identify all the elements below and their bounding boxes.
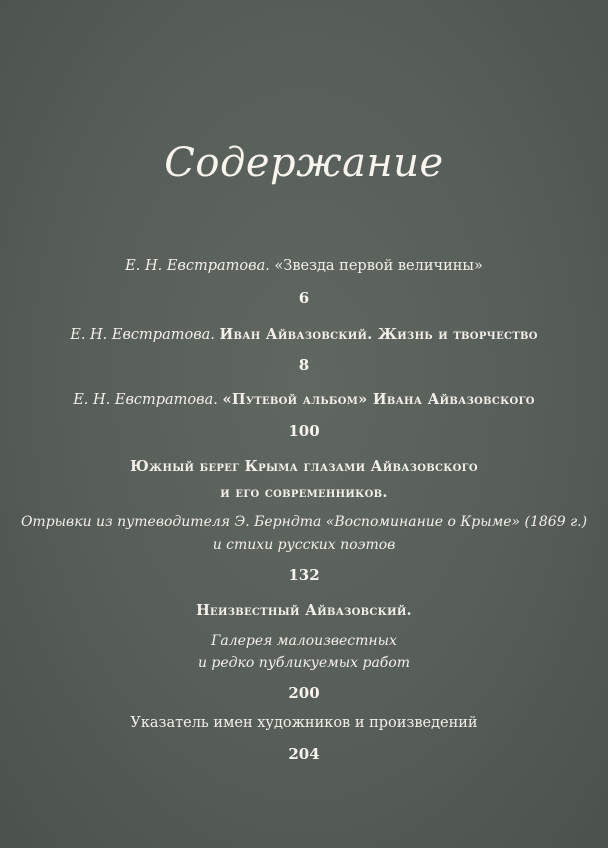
toc-entry-4-desc-cont: и стихи русских поэтов: [212, 537, 396, 553]
toc-entry-work: «Звезда первой величины»: [274, 258, 483, 274]
toc-entry-4-desc: Отрывки из путеводителя Э. Берндта «Воспоминание о Крыме» (1869 г.): [20, 514, 588, 530]
toc-entry-4-heading-cont: и его современников.: [220, 484, 388, 501]
toc-entry-6: Указатель имен художников и произведений: [130, 715, 478, 731]
toc-entry-work: «Путевой альбом» Ивана Айвазовского: [222, 391, 535, 408]
toc-entry-5-desc: Галерея малоизвестных: [211, 633, 397, 649]
toc-page-number: 200: [288, 684, 320, 702]
toc-entry-author: Е. Н. Евстратова.: [125, 258, 270, 274]
toc-page-number: 6: [298, 289, 310, 307]
toc-entry-1: [0, 258, 608, 274]
toc-entry-author: Е. Н. Евстратова.: [70, 327, 215, 343]
toc-entry-5-desc-cont: и редко публикуемых работ: [197, 655, 411, 671]
toc-entry-2: [0, 326, 608, 343]
toc-entry-work: Иван Айвазовский. Жизнь и творчество: [219, 326, 538, 343]
toc-page-number: 132: [288, 566, 320, 584]
toc-entry-5-heading: Неизвестный Айвазовский.: [196, 602, 412, 619]
toc-page-number: 100: [288, 422, 320, 440]
page-title: Содержание: [164, 140, 444, 186]
toc-entry-3: [0, 391, 608, 408]
toc-entry-author: Е. Н. Евстратова.: [73, 392, 218, 408]
toc-page-number: 8: [298, 356, 310, 374]
toc-page-number: 204: [288, 745, 320, 763]
toc-entry-4-heading: Южный берег Крыма глазами Айвазовского: [130, 458, 478, 475]
